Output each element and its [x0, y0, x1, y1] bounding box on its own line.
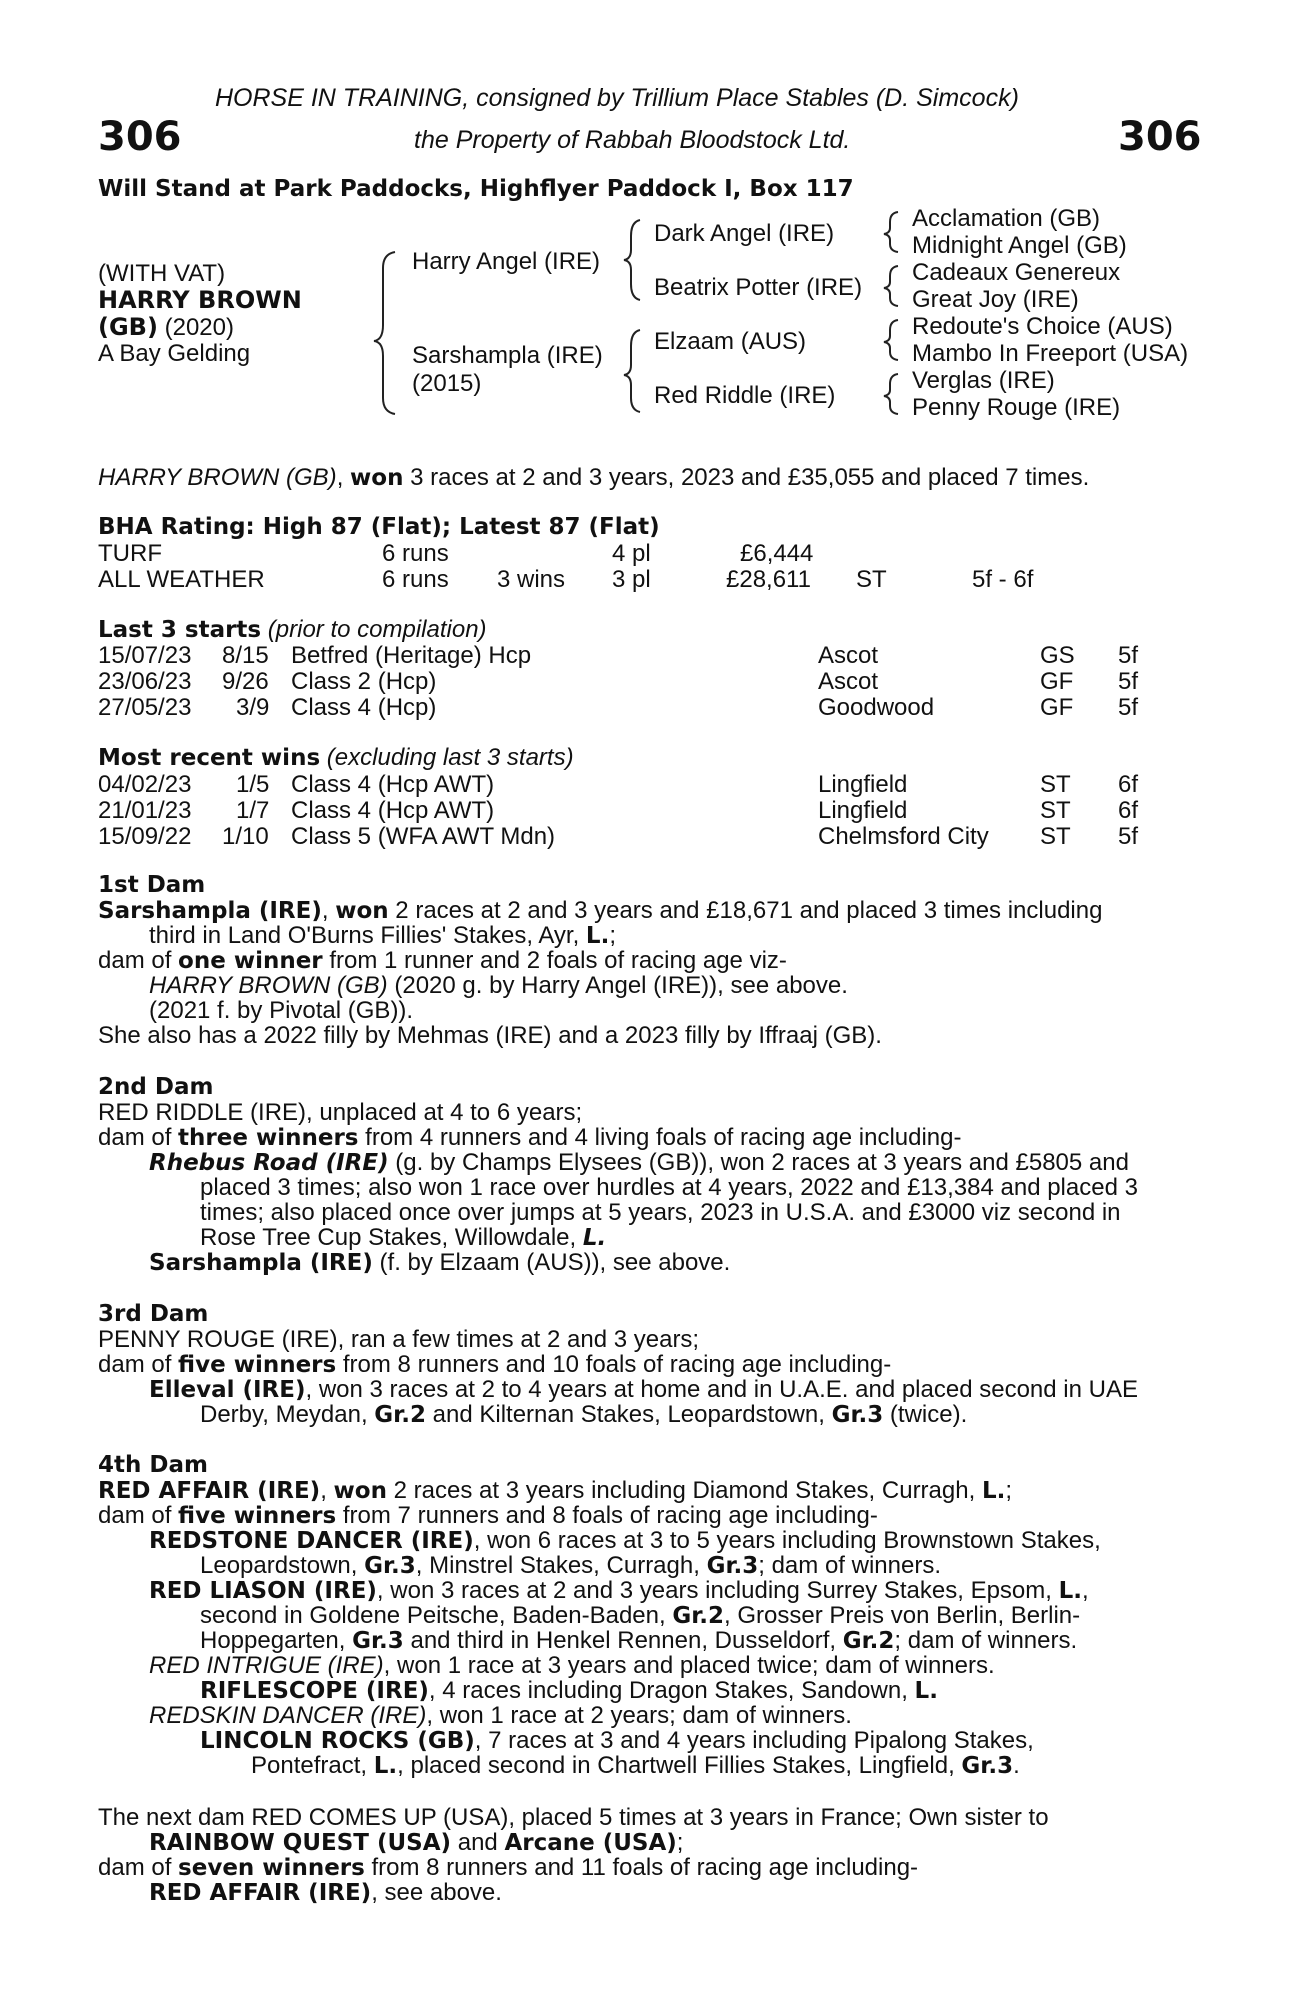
pedigree-ssd: Midnight Angel (GB)	[912, 232, 1127, 259]
second-dam-line: Sarshampla (IRE) (f. by Elzaam (AUS)), see above.	[149, 1249, 731, 1276]
recent-wins-title: Most recent wins (excluding last 3 starts)	[98, 744, 574, 771]
consignor-line: HORSE IN TRAINING, consigned by Trillium Place Stables (D. Simcock)	[215, 84, 1019, 112]
first-dam-line: Sarshampla (IRE), won 2 races at 2 and 3 years and £18,671 and placed 3 times including	[98, 897, 1103, 924]
fourth-dam-line: RED AFFAIR (IRE), won 2 races at 3 years including Diamond Stakes, Curragh, L.;	[98, 1477, 1013, 1504]
rating-row-dist: 5f - 6f	[972, 566, 1034, 593]
bha-rating-title: BHA Rating: High 87 (Flat); Latest 87 (Flat)	[98, 514, 660, 540]
first-dam-line: She also has a 2022 filly by Mehmas (IRE) and a 2023 filly by Iffraaj (GB).	[98, 1022, 882, 1049]
pedigree-dam-dam: Red Riddle (IRE)	[654, 382, 836, 409]
owner-line: the Property of Rabbah Bloodstock Ltd.	[414, 126, 851, 154]
second-dam-line: Rhebus Road (IRE) (g. by Champs Elysees (GB)), won 2 races at 3 years and £5805 and	[149, 1149, 1129, 1176]
stand-location: Will Stand at Park Paddocks, Highflyer Paddock I, Box 117	[98, 176, 854, 202]
pedigree-sss: Acclamation (GB)	[912, 205, 1101, 232]
rating-row-going: ST	[856, 566, 887, 593]
pedigree-dds: Verglas (IRE)	[912, 367, 1055, 394]
first-dam-line: HARRY BROWN (GB) (2020 g. by Harry Angel (IRE)), see above.	[149, 972, 848, 999]
next-dam-line: RAINBOW QUEST (USA) and Arcane (USA);	[149, 1829, 684, 1856]
fourth-dam-line: RIFLESCOPE (IRE), 4 races including Dragon Stakes, Sandown, L.	[200, 1677, 938, 1704]
pedigree-dam-sire: Elzaam (AUS)	[654, 328, 807, 355]
second-dam-line: Rose Tree Cup Stakes, Willowdale, L.	[200, 1224, 607, 1251]
rating-row-placed: 4 pl	[612, 540, 651, 567]
horse-country: (GB)	[98, 313, 158, 341]
pedigree-sdd: Great Joy (IRE)	[912, 286, 1079, 313]
second-dam-title: 2nd Dam	[98, 1074, 214, 1100]
pedigree-dam-year: (2015)	[412, 370, 482, 397]
fourth-dam-line: Hoppegarten, Gr.3 and third in Henkel Rennen, Dusseldorf, Gr.2; dam of winners.	[200, 1627, 1078, 1654]
rating-row-prize: £6,444	[740, 540, 814, 567]
third-dam-title: 3rd Dam	[98, 1301, 209, 1327]
race-summary: HARRY BROWN (GB), won 3 races at 2 and 3 years, 2023 and £35,055 and placed 7 times.	[98, 464, 1090, 491]
horse-name: HARRY BROWN	[98, 286, 302, 314]
last-starts-title: Last 3 starts (prior to compilation)	[98, 616, 487, 643]
first-dam-title: 1st Dam	[98, 872, 206, 898]
pedigree-sire: Harry Angel (IRE)	[412, 248, 601, 275]
rating-row-wins: 3 wins	[497, 566, 566, 593]
fourth-dam-line: Pontefract, L., placed second in Chartwell Fillies Stakes, Lingfield, Gr.3.	[251, 1752, 1020, 1779]
lot-number-right: 306	[1118, 114, 1202, 160]
fourth-dam-line: REDSKIN DANCER (IRE), won 1 race at 2 years; dam of winners.	[149, 1702, 852, 1729]
pedigree-dsd: Mambo In Freeport (USA)	[912, 340, 1189, 367]
rating-row-prize: £28,611	[726, 566, 811, 593]
rating-row-surface: TURF	[98, 540, 162, 567]
pedigree-dss: Redoute's Choice (AUS)	[912, 313, 1173, 340]
third-dam-line: Elleval (IRE), won 3 races at 2 to 4 years at home and in U.A.E. and placed second in UAE	[149, 1376, 1138, 1403]
pedigree-sds: Cadeaux Genereux	[912, 259, 1121, 286]
first-dam-line: third in Land O'Burns Fillies' Stakes, Ayr, L.;	[149, 922, 616, 949]
next-dam-line: The next dam RED COMES UP (USA), placed 5 times at 3 years in France; Own sister to	[98, 1804, 1049, 1831]
rating-row-surface: ALL WEATHER	[98, 566, 265, 593]
second-dam-line: RED RIDDLE (IRE), unplaced at 4 to 6 years;	[98, 1099, 583, 1126]
rating-row-runs: 6 runs	[382, 566, 449, 593]
rating-row-placed: 3 pl	[612, 566, 651, 593]
next-dam-line: RED AFFAIR (IRE), see above.	[149, 1879, 502, 1906]
fourth-dam-line: dam of five winners from 7 runners and 8 foals of racing age including-	[98, 1502, 878, 1529]
lot-number-left: 306	[98, 114, 182, 160]
pedigree-sire-sire: Dark Angel (IRE)	[654, 220, 835, 247]
first-dam-line: (2021 f. by Pivotal (GB)).	[149, 997, 414, 1024]
rating-row-runs: 6 runs	[382, 540, 449, 567]
second-dam-line: placed 3 times; also won 1 race over hurdles at 4 years, 2022 and £13,384 and placed 3	[200, 1174, 1138, 1201]
fourth-dam-line: Leopardstown, Gr.3, Minstrel Stakes, Curragh, Gr.3; dam of winners.	[200, 1552, 941, 1579]
horse-year: (2020)	[157, 314, 234, 341]
fourth-dam-line: LINCOLN ROCKS (GB), 7 races at 3 and 4 years including Pipalong Stakes,	[200, 1727, 1034, 1754]
pedigree-sire-dam: Beatrix Potter (IRE)	[654, 274, 863, 301]
pedigree-dam: Sarshampla (IRE)	[412, 342, 603, 369]
third-dam-line: dam of five winners from 8 runners and 10 foals of racing age including-	[98, 1351, 892, 1378]
next-dam-line: dam of seven winners from 8 runners and 11 foals of racing age including-	[98, 1854, 919, 1881]
first-dam-line: dam of one winner from 1 runner and 2 foals of racing age viz-	[98, 947, 787, 974]
fourth-dam-line: RED INTRIGUE (IRE), won 1 race at 3 years and placed twice; dam of winners.	[149, 1652, 995, 1679]
second-dam-line: times; also placed once over jumps at 5 years, 2023 in U.S.A. and £3000 viz second in	[200, 1199, 1121, 1226]
second-dam-line: dam of three winners from 4 runners and 4 living foals of racing age including-	[98, 1124, 962, 1151]
horse-description: A Bay Gelding	[98, 340, 251, 367]
fourth-dam-line: RED LIASON (IRE), won 3 races at 2 and 3 years including Surrey Stakes, Epsom, L.,	[149, 1577, 1089, 1604]
pedigree-ddd: Penny Rouge (IRE)	[912, 394, 1121, 421]
fourth-dam-line: second in Goldene Peitsche, Baden-Baden, Gr.2, Grosser Preis von Berlin, Berlin-	[200, 1602, 1081, 1629]
third-dam-line: PENNY ROUGE (IRE), ran a few times at 2 and 3 years;	[98, 1326, 700, 1353]
third-dam-line: Derby, Meydan, Gr.2 and Kilternan Stakes, Leopardstown, Gr.3 (twice).	[200, 1401, 968, 1428]
fourth-dam-title: 4th Dam	[98, 1452, 208, 1478]
vat-label: (WITH VAT)	[98, 260, 226, 287]
fourth-dam-line: REDSTONE DANCER (IRE), won 6 races at 3 to 5 years including Brownstown Stakes,	[149, 1527, 1101, 1554]
